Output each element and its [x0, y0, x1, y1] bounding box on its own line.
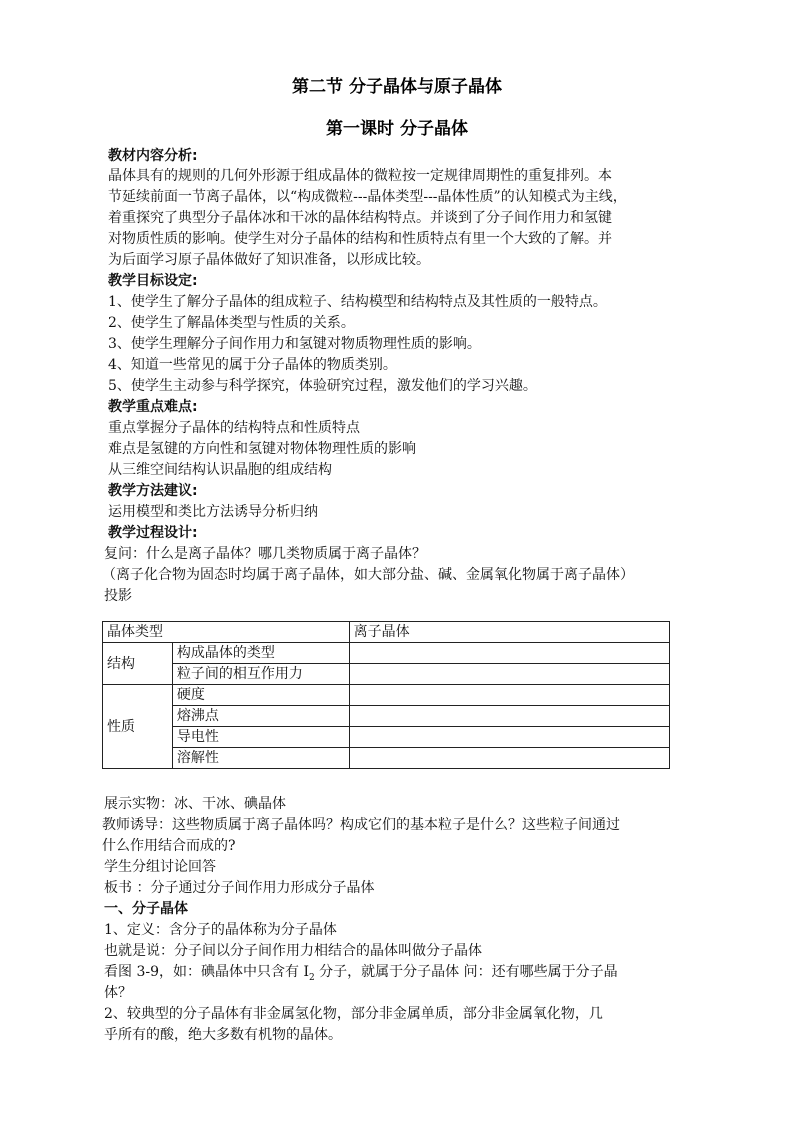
text-line: 着重探究了典型分子晶体冰和干冰的晶体结构特点。并谈到了分子间作用力和氢键 [108, 210, 612, 226]
text-fragment: 分子，就属于分子晶体 问：还有哪些属于分子晶 [314, 964, 618, 980]
heading-textbook-analysis: 教材内容分析: [108, 148, 198, 164]
heading-key-points: 教学重点难点: [108, 399, 198, 415]
section-title: 第二节 分子晶体与原子晶体 [292, 77, 502, 97]
crystal-properties-table [102, 621, 670, 769]
text-line: 学生分组讨论回答 [104, 859, 216, 875]
empty-cell [349, 706, 669, 727]
text-line: 体？ [104, 985, 132, 1001]
text-line [104, 962, 618, 982]
table-header-row [103, 622, 670, 643]
text-line: 重点掌握分子晶体的结构特点和性质特点 [108, 420, 360, 436]
goal-item: 2、使学生了解晶体类型与性质的关系。 [108, 315, 355, 331]
text-line: 什么作用结合而成的? [102, 838, 236, 854]
text-line: 晶体具有的规则的几何外形源于组成晶体的微粒按一定规律周期性的重复排列。本 [108, 168, 612, 184]
goal-item: 4、知道一些常见的属于分子晶体的物质类别。 [108, 357, 397, 373]
table-cell: 硬度 [172, 685, 349, 706]
text-line: 教师诱导：这些物质属于离子晶体吗？构成它们的基本粒子是什么？这些粒子间通过 [102, 817, 620, 833]
table-row [103, 748, 670, 769]
table-row [103, 664, 670, 685]
empty-cell [349, 685, 669, 706]
goal-item: 1、使学生了解分子晶体的组成粒子、结构模型和结构特点及其性质的一般特点。 [108, 294, 607, 310]
table-cell: 导电性 [172, 727, 349, 748]
subscript: 2 [308, 972, 315, 983]
empty-cell [349, 664, 669, 685]
text-line: 为后面学习原子晶体做好了知识准备，以形成比较。 [108, 252, 430, 268]
text-line: 也就是说：分子间以分子间作用力相结合的晶体叫做分子晶体 [104, 943, 482, 959]
text-line: 从三维空间结构认识晶胞的组成结构 [108, 462, 332, 478]
table-cell: 溶解性 [172, 748, 349, 769]
heading-teaching-goals: 教学目标设定: [108, 273, 198, 289]
table-cell: 构成晶体的类型 [172, 643, 349, 664]
text-line: 投影 [104, 588, 132, 604]
heading-method: 教学方法建议: [108, 483, 198, 499]
text-line: 节延续前面一节离子晶体，以“构成微粒---晶体类型---晶体性质”的认知模式为主线， [108, 189, 627, 205]
text-line: 1、定义：含分子的晶体称为分子晶体 [104, 922, 337, 938]
text-fragment: 看图 3-9，如：碘晶体中只含有 I [104, 964, 309, 980]
table-row [103, 706, 670, 727]
heading-molecular-crystal: 一、分子晶体 [104, 901, 188, 917]
text-line: 2、较典型的分子晶体有非金属氢化物，部分非金属单质，部分非金属氧化物，几 [104, 1006, 603, 1022]
text-line: 难点是氢键的方向性和氢键对物体物理性质的影响 [108, 441, 416, 457]
heading-process: 教学过程设计: [108, 525, 198, 541]
text-line: 运用模型和类比方法诱导分析归纳 [108, 504, 318, 520]
text-line: 乎所有的酸，绝大多数有机物的晶体。 [104, 1027, 342, 1043]
table-row [103, 643, 670, 664]
goal-item: 3、使学生理解分子间作用力和氢键对物质物理性质的影响。 [108, 336, 481, 352]
table-row [103, 685, 670, 706]
empty-cell [349, 727, 669, 748]
table-row [103, 727, 670, 748]
lesson-title: 第一课时 分子晶体 [326, 119, 468, 139]
table-cell: 粒子间的相互作用力 [172, 664, 349, 685]
empty-cell [349, 748, 669, 769]
table-header-cell: 晶体类型 [103, 622, 350, 643]
goal-item: 5、使学生主动参与科学探究，体验研究过程，激发他们的学习兴趣。 [108, 378, 537, 394]
text-line: 板书 ：分子通过分子间作用力形成分子晶体 [104, 880, 375, 896]
group-label-cell: 性质 [103, 685, 173, 769]
table-header-cell: 离子晶体 [349, 622, 669, 643]
empty-cell [349, 643, 669, 664]
text-line: （离子化合物为固态时均属于离子晶体，如大部分盐、碱、金属氧化物属于离子晶体） [102, 567, 634, 583]
text-line: 复问：什么是离子晶体？哪几类物质属于离子晶体？ [104, 546, 426, 562]
text-line: 展示实物：冰、干冰、碘晶体 [104, 796, 286, 812]
table-cell: 熔沸点 [172, 706, 349, 727]
group-label-cell: 结构 [103, 643, 173, 685]
text-line: 对物质性质的影响。使学生对分子晶体的结构和性质特点有里一个大致的了解。并 [108, 231, 612, 247]
